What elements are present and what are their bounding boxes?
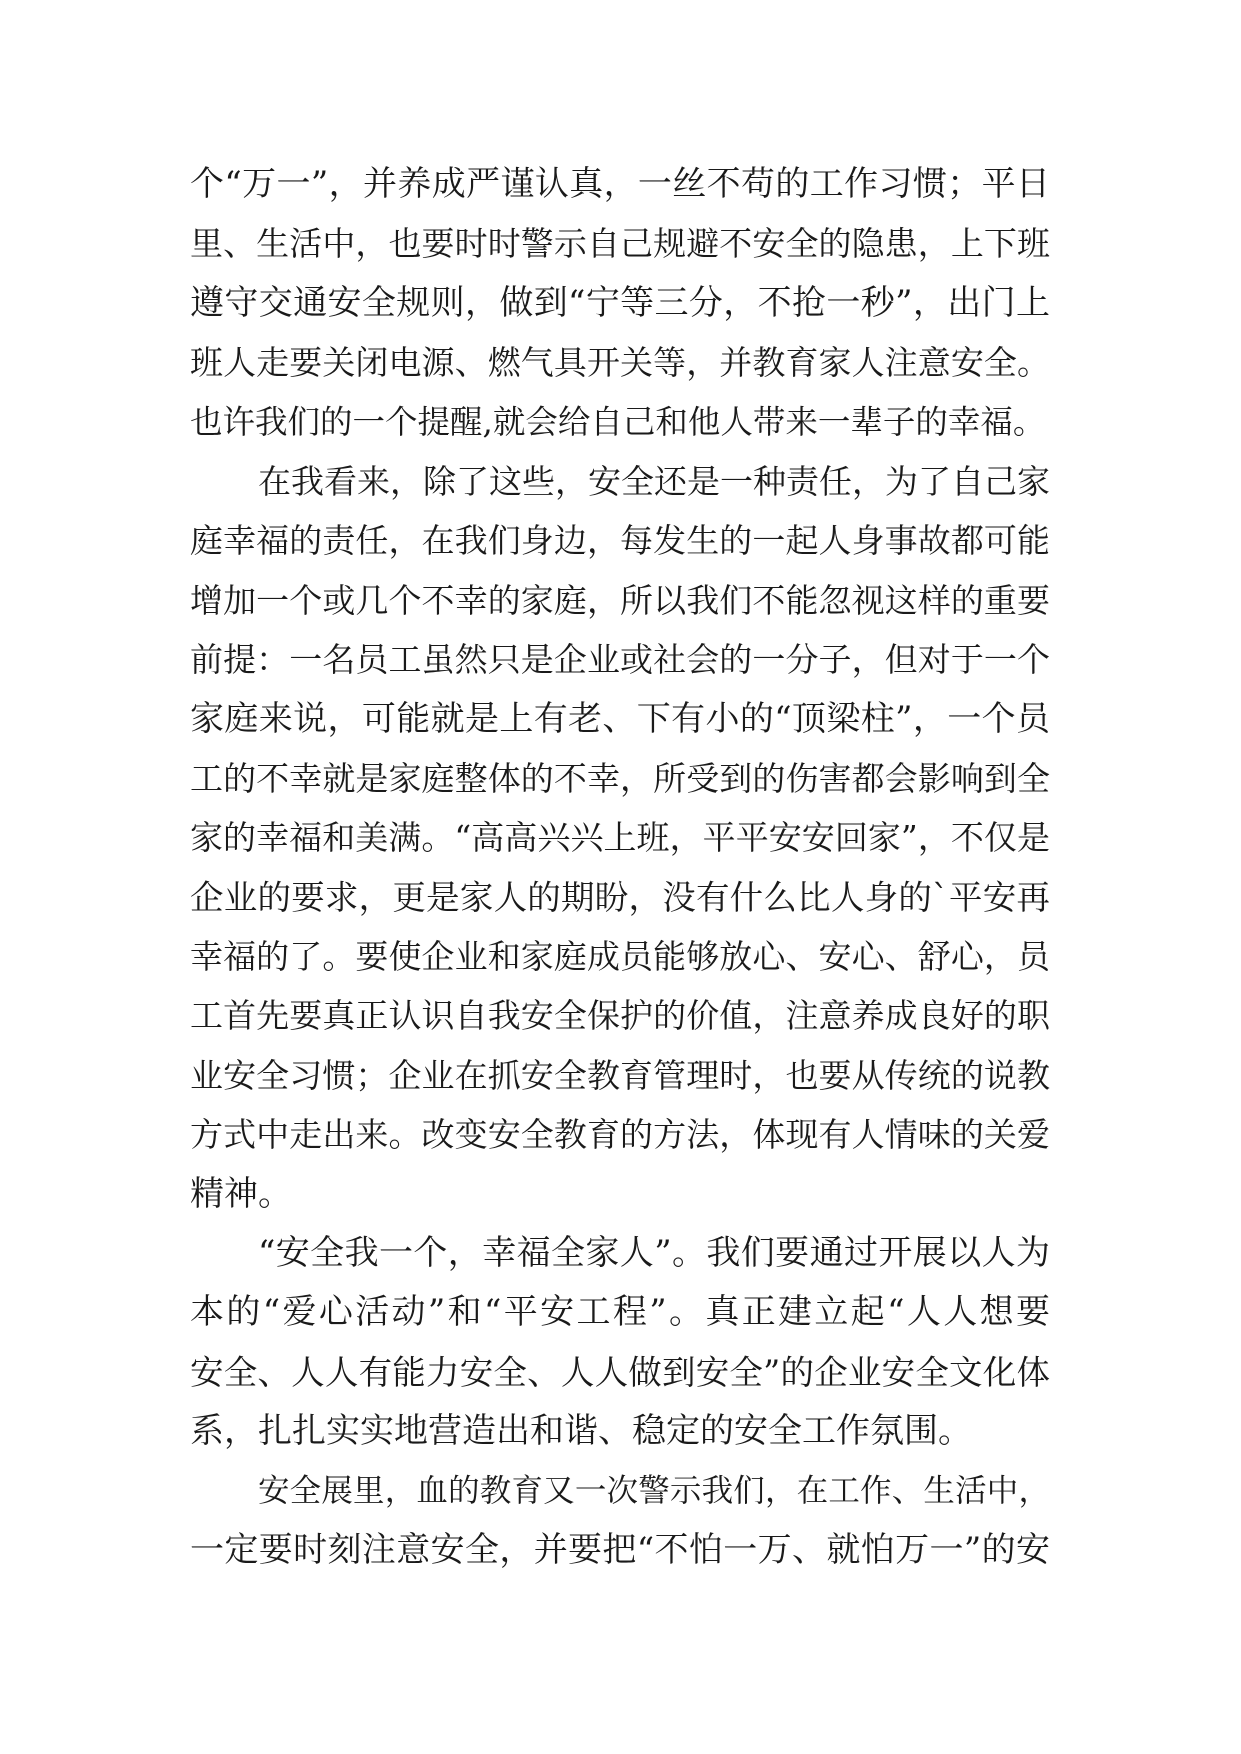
text-line: 安全、人人有能力安全、人人做到安全”的企业安全文化体 [190, 1352, 1050, 1392]
paragraph [190, 1224, 1050, 1462]
text-line: 安全展里，血的教育又一次警示我们，在工作、生活中， [258, 1472, 1050, 1509]
text-line: 庭幸福的责任，在我们身边，每发生的一起人身事故都可能 [190, 521, 1050, 561]
document-body [190, 155, 1050, 1580]
text-line: 企业的要求，更是家人的期盼，没有什么比人身的`平安再 [190, 877, 1050, 917]
text-line: 工首先要真正认识自我安全保护的价值，注意养成良好的职 [190, 996, 1050, 1036]
text-line: “安全我一个，幸福全家人”。我们要通过开展以人为 [258, 1233, 1050, 1274]
text-line: 工的不幸就是家庭整体的不幸，所受到的伤害都会影响到全 [190, 758, 1050, 798]
text-line: 个“万一”，并养成严谨认真，一丝不苟的工作习惯；平日 [190, 164, 1050, 204]
text-line: 系，扎扎实实地营造出和谐、稳定的安全工作氛围。 [190, 1411, 972, 1452]
text-line: 班人走要关闭电源、燃气具开关等，并教育家人注意安全。 [190, 343, 1050, 383]
text-line: 增加一个或几个不幸的家庭，所以我们不能忽视这样的重要 [190, 580, 1050, 620]
paragraph [190, 452, 1050, 1224]
paragraph [190, 155, 1050, 452]
text-line: 一定要时刻注意安全，并要把“不怕一万、就怕万一”的安 [190, 1529, 1050, 1570]
text-line: 里、生活中，也要时时警示自己规避不安全的隐患，上下班 [190, 224, 1050, 264]
text-line: 也许我们的一个提醒,就会给自己和他人带来一辈子的幸福。 [190, 402, 1046, 441]
text-line: 在我看来，除了这些，安全还是一种责任，为了自己家 [258, 461, 1050, 501]
text-line: 本的“爱心活动”和“平安工程”。真正建立起“人人想要 [190, 1292, 1050, 1333]
text-line: 遵守交通安全规则，做到“宁等三分，不抢一秒”，出门上 [190, 282, 1050, 323]
text-line: 前提：一名员工虽然只是企业或社会的一分子，但对于一个 [190, 640, 1050, 680]
text-line: 家的幸福和美满。“高高兴兴上班，平平安安回家”，不仅是 [190, 818, 1050, 858]
text-line: 精神。 [190, 1173, 292, 1214]
text-line: 家庭来说，可能就是上有老、下有小的“顶梁柱”，一个员 [190, 698, 1050, 739]
text-line: 业安全习惯；企业在抓安全教育管理时，也要从传统的说教 [190, 1055, 1050, 1095]
text-line: 方式中走出来。改变安全教育的方法，体现有人情味的关爱 [190, 1115, 1050, 1155]
text-line: 幸福的了。要使企业和家庭成员能够放心、安心、舒心，员 [190, 937, 1050, 977]
paragraph [190, 1462, 1050, 1581]
